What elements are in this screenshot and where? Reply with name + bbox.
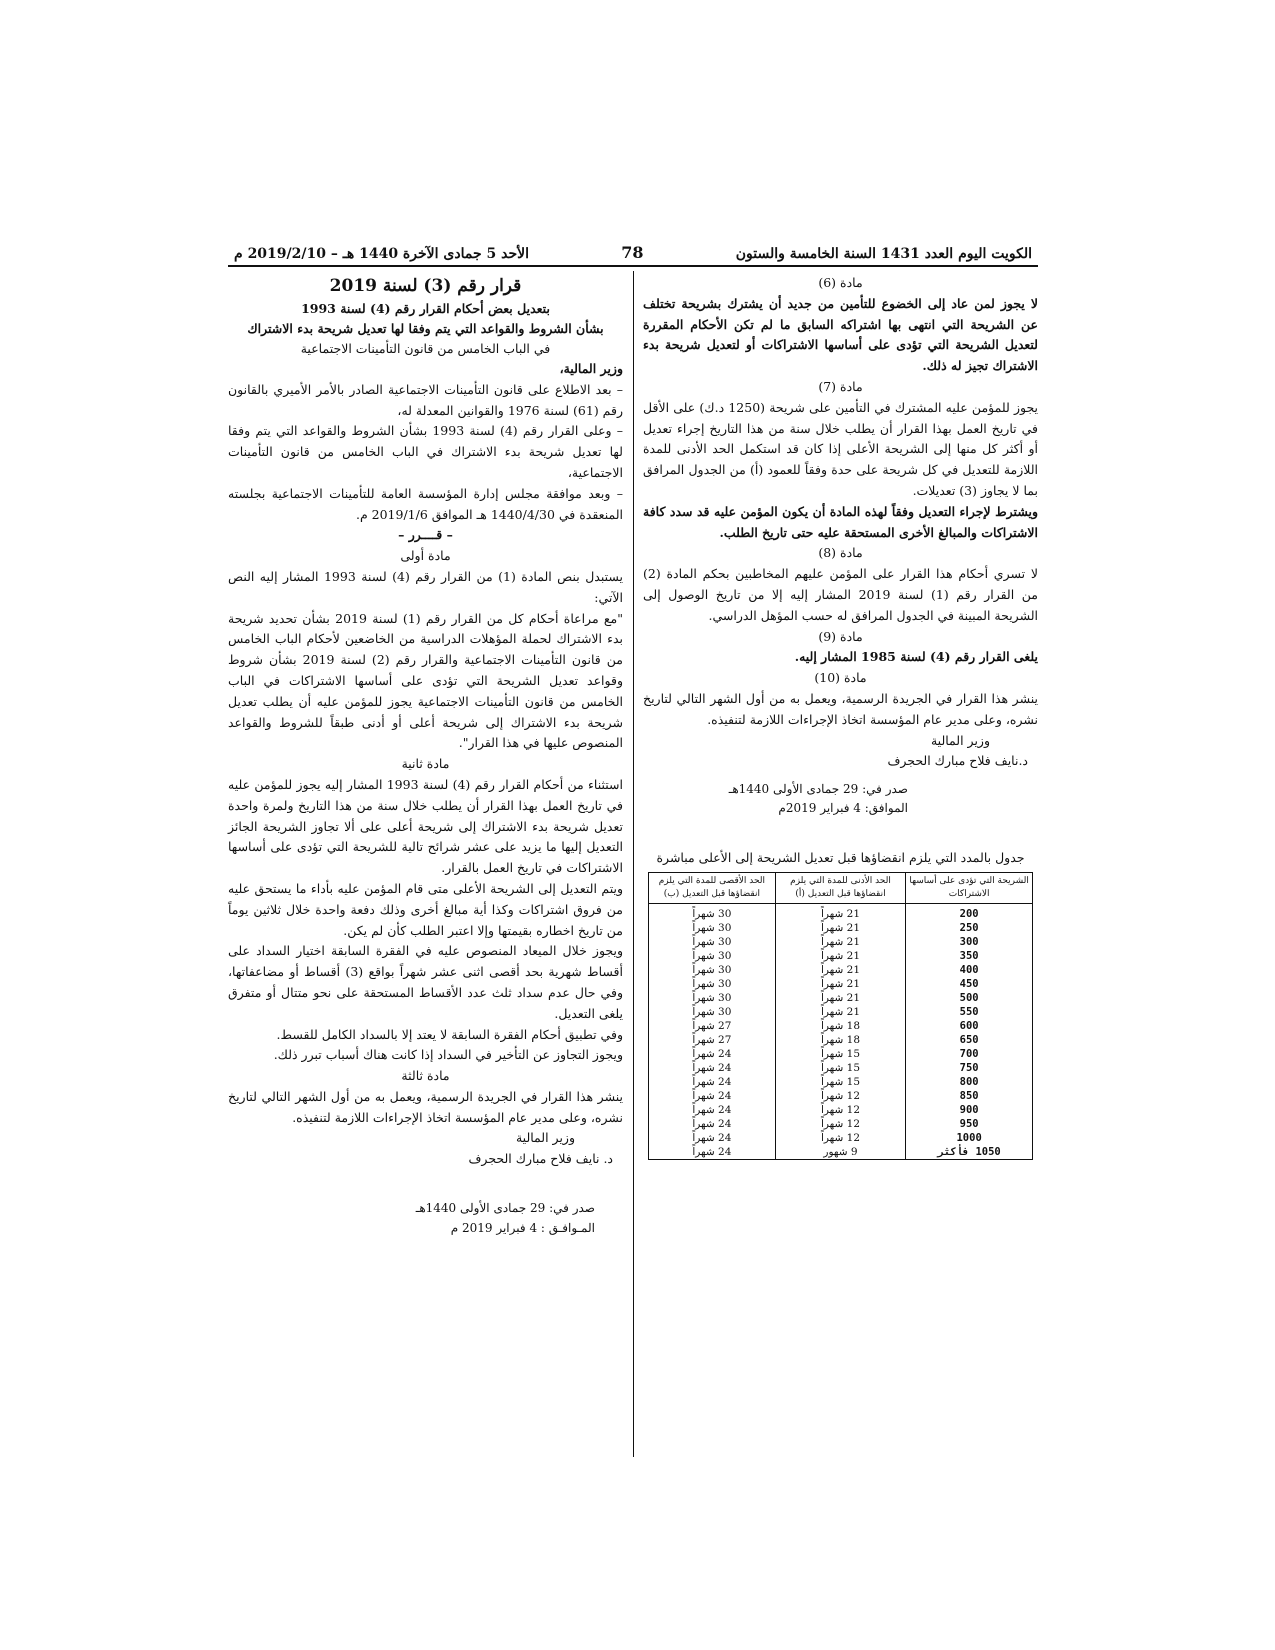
min-period-cell: 15 شهراً	[775, 1047, 906, 1061]
min-period-cell: 21 شهراً	[775, 921, 906, 935]
table-row	[649, 1103, 1033, 1117]
signature-name: د. نايف فلاح مبارك الحجرف	[468, 1151, 613, 1167]
slab-cell: 650	[906, 1033, 1033, 1047]
issued-gregorian: الموافق: 4 فبراير 2019م	[778, 801, 908, 816]
recital-1: – بعد الاطلاع على قانون التأمينات الاجتماعية الصادر بالأمر الأميري بالقانون رقم (61) لسنة 1976 والقوانين المعدلة له،	[228, 381, 623, 418]
two-column-body	[228, 267, 1038, 1457]
table-row	[649, 949, 1033, 963]
table-row	[649, 921, 1033, 935]
max-period-cell: 30 شهراً	[649, 921, 776, 935]
table-row	[649, 1019, 1033, 1033]
min-period-cell: 9 شهور	[775, 1145, 906, 1160]
decision-subtitle-3: في الباب الخامس من قانون التأمينات الاجتماعية	[300, 341, 551, 356]
min-period-cell: 18 شهراً	[775, 1019, 906, 1033]
slab-cell: 400	[906, 963, 1033, 977]
slab-cell: 800	[906, 1075, 1033, 1089]
table-row	[649, 1061, 1033, 1075]
article-10-text: ينشر هذا القرار في الجريدة الرسمية، ويعمل به من أول الشهر التالي لتاريخ نشره، وعلى مدير عام المؤسسة اتخاذ الإجراءات اللازمة لتنفيذه.	[643, 690, 1038, 727]
article-9-text: يلغى القرار رقم (4) لسنة 1985 المشار إليه.	[794, 649, 1038, 665]
slab-cell: 750	[906, 1061, 1033, 1075]
min-period-cell: 21 شهراً	[775, 1005, 906, 1019]
issued-date-block	[643, 780, 1038, 818]
slab-cell: 1050 فأكثر	[906, 1145, 1033, 1160]
max-period-cell: 24 شهراً	[649, 1117, 776, 1131]
min-period-cell: 12 شهراً	[775, 1103, 906, 1117]
max-period-cell: 24 شهراً	[649, 1061, 776, 1075]
article-6-text: لا يجوز لمن عاد إلى الخضوع للتأمين من جديد أن يشترك بشريحة تختلف عن الشريحة التي انتهى بها اشتراكه السابق ما لم تكن الأحكام المقررة لتعديل الشريحة التي تؤدى على أساسها الاشتراكات أو لتعديل شريحة بدء الاشتراك تجيز له ذلك.	[643, 295, 1038, 374]
article-7-heading: مادة (7)	[818, 378, 863, 394]
slab-cell: 500	[906, 991, 1033, 1005]
article-2-para-4: وفي تطبيق أحكام الفقرة السابقة لا يعتد إلا بالسداد الكامل للقسط.	[276, 1026, 623, 1042]
slab-cell: 700	[906, 1047, 1033, 1061]
min-period-cell: 12 شهراً	[775, 1117, 906, 1131]
max-period-cell: 24 شهراً	[649, 1047, 776, 1061]
header-slab: الشريحة التي تؤدى على أساسها الاشتراكات	[906, 873, 1033, 904]
signature-name: د.نايف فلاح مبارك الحجرف	[887, 753, 1028, 769]
article-2-heading: مادة ثانية	[401, 756, 450, 772]
article-8-text: لا تسري أحكام هذا القرار على المؤمن عليهم المخاطبين بحكم المادة (2) من القرار رقم (1) لسنة 2019 المشار إليه إلا من تاريخ الوصول إلى الشريحة المبينة في الجدول المرافق له حسب المؤهل الدراسي.	[643, 566, 1038, 623]
min-period-cell: 15 شهراً	[775, 1075, 906, 1089]
article-1-intro: يستبدل بنص المادة (1) من القرار رقم (4) لسنة 1993 المشار إليه النص الآتي:	[228, 568, 624, 605]
decision-subtitle-2: بشأن الشروط والقواعد التي يتم وفقا لها تعديل شريحة بدء الاشتراك	[247, 321, 604, 336]
article-2-para-3: ويجوز خلال الميعاد المنصوص عليه في الفقرة السابقة اختيار السداد على أقساط شهرية بحد أقصى اثنى عشر شهراً بواقع (3) أقساط أو مضاعفاتها، وفي حال عدم سداد ثلث عدد الأقساط المستحقة على نحو متتال أو متفرق يلغى التعديل.	[228, 943, 624, 1021]
header-min-period: الحد الأدنى للمدة التي يلزم انقضاؤها قبل التعديل (أ)	[775, 873, 906, 904]
table-row	[649, 1075, 1033, 1089]
slab-cell: 450	[906, 977, 1033, 991]
article-2-para-2: ويتم التعديل إلى الشريحة الأعلى متى قام المؤمن عليه بأداء ما يستحق عليه من فروق اشتراكات وكذا أية مبالغ أخرى وذلك دفعة واحدة خلال ثلاثين يوماً من تاريخ اخطاره بقيمتها وإلا اعتبر الطلب كأن لم يكن.	[228, 880, 623, 938]
article-7-condition: ويشترط لإجراء التعديل وفقاً لهذه المادة أن يكون المؤمن عليه قد سدد كافة الاشتراكات والمبالغ الأخرى المستحقة عليه حتى تاريخ الطلب.	[643, 503, 1038, 540]
slab-cell: 1000	[906, 1131, 1033, 1145]
right-column	[643, 273, 1038, 1160]
table-body	[649, 904, 1033, 1160]
table-row	[649, 1089, 1033, 1103]
slab-periods-table	[648, 872, 1033, 1160]
table-row	[649, 1131, 1033, 1145]
article-3-text: ينشر هذا القرار في الجريدة الرسمية، ويعمل به من أول الشهر التالي لتاريخ نشره، وعلى مدير عام المؤسسة اتخاذ الإجراءات اللازمة لتنفيذه.	[228, 1088, 623, 1125]
max-period-cell: 30 شهراً	[649, 1005, 776, 1019]
min-period-cell: 18 شهراً	[775, 1033, 906, 1047]
article-2-para-1: استثناء من أحكام القرار رقم (4) لسنة 1993 المشار إليه يجوز للمؤمن عليه في تاريخ العمل بهذا القرار أن يطلب خلال سنة من هذا التاريخ ولمرة واحدة تعديل شريحة بدء الاشتراك إلى شريحة أعلى على ألا تجاوز الشريحة الجائز التعديل إليها ما يزيد على عشر شرائح تالية للشريحة التي تؤدى على أساسها الاشتراكات في تاريخ العمل بالقرار.	[228, 776, 623, 876]
slab-cell: 250	[906, 921, 1033, 935]
decree-line: – قــــرر –	[398, 527, 453, 543]
max-period-cell: 30 شهراً	[649, 949, 776, 963]
minister-line: وزير المالية،	[559, 361, 623, 376]
header-max-period: الحد الأقصى للمدة التي يلزم انقضاؤها قبل التعديل (ب)	[649, 873, 776, 904]
recital-2: – وعلى القرار رقم (4) لسنة 1993 بشأن الشروط والقواعد التي يتم وفقا لها تعديل شريحة بدء الاشتراك في الباب الخامس من قانون التأمينات الاجتماعية،	[228, 423, 623, 480]
table-row	[649, 1047, 1033, 1061]
max-period-cell: 30 شهراً	[649, 935, 776, 949]
slab-cell: 200	[906, 904, 1033, 922]
decision-subtitle-1: بتعديل بعض أحكام القرار رقم (4) لسنة 1993	[301, 301, 550, 316]
min-period-cell: 21 شهراً	[775, 977, 906, 991]
issued-hijri: صدر في: 29 جمادى الأولى 1440هـ	[415, 1201, 595, 1216]
min-period-cell: 21 شهراً	[775, 904, 906, 922]
table-row	[649, 1033, 1033, 1047]
min-period-cell: 21 شهراً	[775, 963, 906, 977]
article-1-heading: مادة أولى	[400, 548, 451, 564]
max-period-cell: 27 شهراً	[649, 1019, 776, 1033]
article-3-heading: مادة ثالثة	[401, 1068, 450, 1084]
table-row	[649, 935, 1033, 949]
article-6-heading: مادة (6)	[818, 275, 863, 290]
gazette-page	[228, 238, 1038, 1457]
issued-hijri: صدر في: 29 جمادى الأولى 1440هـ	[728, 782, 908, 797]
recital-3: – وبعد موافقة مجلس إدارة المؤسسة العامة للتأمينات الاجتماعية بجلسته المنعقدة في 1440/4/30 هـ الموافق 2019/1/6 م.	[228, 485, 623, 522]
article-10-heading: مادة (10)	[814, 670, 867, 686]
article-7-text: يجوز للمؤمن عليه المشترك في التأمين على شريحة (1250 د.ك) على الأقل في تاريخ العمل بهذا القرار أن يطلب خلال سنة من هذا التاريخ إجراء تعديل أو أكثر كل منها إلى الشريحة الأعلى إذا كان قد استكمل الحد الأدنى للمدة اللازمة للتعديل في كل شريحة على حدة وفقاً للعمود (أ) من الجدول المرافق بما لا يجاوز (3) تعديلات.	[643, 399, 1038, 498]
table-row	[649, 963, 1033, 977]
table-header-row	[649, 873, 1033, 904]
slab-cell: 550	[906, 1005, 1033, 1019]
signature-title: وزير المالية	[515, 1130, 575, 1146]
max-period-cell: 24 شهراً	[649, 1103, 776, 1117]
page-number: 78	[621, 243, 644, 262]
min-period-cell: 21 شهراً	[775, 991, 906, 1005]
page-header	[228, 238, 1038, 267]
article-8-heading: مادة (8)	[818, 545, 863, 561]
table-row	[649, 904, 1033, 922]
max-period-cell: 30 شهراً	[649, 977, 776, 991]
signature-title: وزير المالية	[930, 732, 990, 748]
max-period-cell: 24 شهراً	[649, 1089, 776, 1103]
table-row	[649, 977, 1033, 991]
min-period-cell: 21 شهراً	[775, 935, 906, 949]
max-period-cell: 30 شهراً	[649, 991, 776, 1005]
table-row	[649, 1005, 1033, 1019]
slab-cell: 900	[906, 1103, 1033, 1117]
issued-gregorian: المـوافـق : 4 فبراير 2019 م	[450, 1221, 595, 1236]
slab-cell: 950	[906, 1117, 1033, 1131]
min-period-cell: 12 شهراً	[775, 1089, 906, 1103]
min-period-cell: 15 شهراً	[775, 1061, 906, 1075]
max-period-cell: 30 شهراً	[649, 904, 776, 922]
min-period-cell: 12 شهراً	[775, 1131, 906, 1145]
table-row	[649, 1145, 1033, 1160]
max-period-cell: 24 شهراً	[649, 1145, 776, 1160]
issue-date: الأحد 5 جمادى الآخرة 1440 هـ – 2019/2/10 م	[234, 246, 529, 262]
issued-date-block	[228, 1198, 623, 1238]
max-period-cell: 30 شهراً	[649, 963, 776, 977]
slab-cell: 350	[906, 949, 1033, 963]
left-column	[228, 273, 623, 1238]
decision-title: قرار رقم (3) لسنة 2019	[329, 276, 522, 296]
max-period-cell: 24 شهراً	[649, 1131, 776, 1145]
slab-cell: 300	[906, 935, 1033, 949]
min-period-cell: 21 شهراً	[775, 949, 906, 963]
table-row	[649, 1117, 1033, 1131]
article-1-quote: "مع مراعاة أحكام كل من القرار رقم (1) لسنة 2019 بشأن تحديد شريحة بدء الاشتراك لحملة المؤهلات الدراسية من الخاضعين لأحكام الباب الخامس من قانون التأمينات الاجتماعية والقرار رقم (2) لسنة 2019 بشأن شروط وقواعد تعديل الشريحة التي تؤدى على أساسها الاشتراكات في الباب الخامس من قانون التأمينات الاجتماعية يجوز للمؤمن عليه أن يطلب تعديل شريحة بدء الاشتراك إلى شريحة أعلى أو أدنى طبقاً للشروط والقواعد المنصوص عليها في هذا القرار".	[228, 610, 624, 751]
table-row	[649, 991, 1033, 1005]
max-period-cell: 27 شهراً	[649, 1033, 776, 1047]
column-divider	[633, 271, 634, 1457]
slab-cell: 850	[906, 1089, 1033, 1103]
slab-cell: 600	[906, 1019, 1033, 1033]
article-2-para-5: ويجوز التجاوز عن التأخير في السداد إذا كانت هناك أسباب تبرر ذلك.	[273, 1047, 623, 1063]
article-9-heading: مادة (9)	[818, 628, 863, 644]
table-caption: جدول بالمدد التي يلزم انقضاؤها قبل تعديل الشريحة إلى الأعلى مباشرة	[656, 850, 1025, 866]
max-period-cell: 24 شهراً	[649, 1075, 776, 1089]
journal-issue: الكويت اليوم العدد 1431 السنة الخامسة والستون	[735, 246, 1032, 262]
